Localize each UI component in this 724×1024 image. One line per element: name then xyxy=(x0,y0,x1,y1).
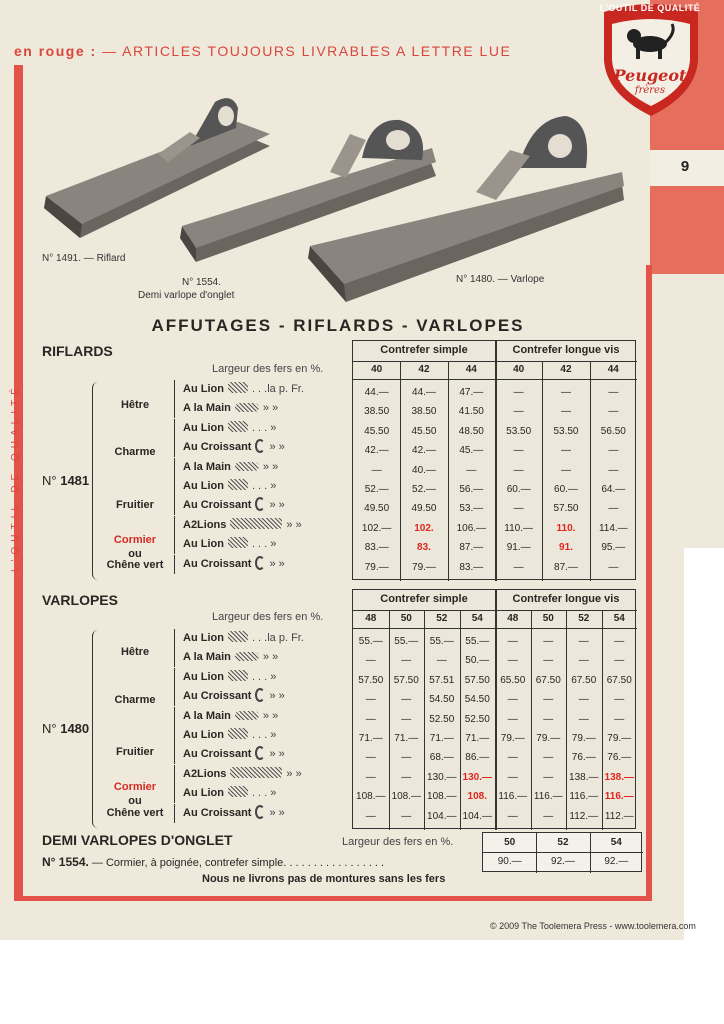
varlopes-price-cell: 71.— xyxy=(465,733,490,744)
riflards-price-cell: 87.— xyxy=(459,542,484,554)
varlopes-price-cell: 112.— xyxy=(604,810,634,822)
varlopes-price-cell: — xyxy=(401,752,412,764)
riflards-number-value: 1481 xyxy=(60,473,90,488)
varlopes-price-cell: 116.— xyxy=(498,791,528,803)
riflards-price-cell: 83.— xyxy=(364,542,389,554)
varlopes-price-cell: — xyxy=(507,694,518,706)
riflards-width-1: 42 xyxy=(418,364,430,375)
riflards-price-cell: — xyxy=(513,406,524,418)
riflards-price-cell: 44.— xyxy=(412,387,436,398)
demi-price-1: 92.— xyxy=(551,856,575,867)
varlopes-row-label-suffix: . . . » xyxy=(251,670,277,683)
riflards-group-fruitier: Fruitier xyxy=(116,499,154,511)
varlopes-price-cell: — xyxy=(365,655,376,667)
riflards-price-cell: 110. xyxy=(556,522,576,534)
varlopes-row-label xyxy=(174,745,344,764)
varlopes-price-cell: — xyxy=(507,655,518,667)
varlopes-price-cell: — xyxy=(614,713,625,725)
riflards-price-cell: 41.50 xyxy=(458,406,484,418)
riflards-price-cell: 57.50 xyxy=(553,503,579,515)
varlopes-row-label-suffix: » » xyxy=(269,690,285,703)
riflards-row-label-suffix: . . . » xyxy=(251,538,277,551)
riflards-price-cell: — xyxy=(608,406,619,418)
varlopes-price-cell: 76.— xyxy=(607,752,632,764)
riflards-row-label-suffix: » » xyxy=(269,499,285,512)
riflards-price-cell: 53.— xyxy=(459,503,484,515)
varlopes-width-4: 48 xyxy=(507,613,519,624)
riflards-price-cell: 48.50 xyxy=(458,425,484,437)
riflards-price-cell: — xyxy=(608,503,619,515)
riflards-row-label xyxy=(174,399,344,418)
riflards-brace xyxy=(92,382,100,580)
varlopes-width-6: 52 xyxy=(578,613,590,624)
availability-note xyxy=(14,43,511,59)
varlopes-row-label-text: A la Main xyxy=(183,651,231,664)
varlopes-price-cell: — xyxy=(436,655,447,667)
varlopes-row-label xyxy=(174,629,344,648)
hand-icon xyxy=(235,711,259,720)
varlopes-price-cell: — xyxy=(401,713,412,725)
riflards-group-hetre: Hêtre xyxy=(120,399,150,411)
riflards-price-cell: — xyxy=(560,406,571,418)
varlopes-row-label-suffix: . . . » xyxy=(251,729,277,741)
varlopes-price-cell: — xyxy=(543,752,554,764)
red-tab-bottom xyxy=(650,186,724,274)
varlopes-row-label-text: Au Croissant xyxy=(183,748,252,761)
varlopes-row-label xyxy=(174,687,344,706)
varlopes-price-cell: — xyxy=(543,713,554,725)
varlopes-price-cell: — xyxy=(578,694,589,706)
riflards-price-cell: 56.— xyxy=(459,484,484,495)
varlopes-group-hetre: Hêtre xyxy=(120,646,150,658)
varlopes-price-cell: 55.— xyxy=(358,636,383,647)
varlopes-price-cell: — xyxy=(401,655,412,667)
riflards-price-cell: — xyxy=(371,464,382,476)
page-cutout xyxy=(684,548,724,940)
varlopes-price-cell: 79.— xyxy=(607,733,632,744)
planes-illustration xyxy=(40,88,640,310)
varlopes-brace xyxy=(92,630,100,828)
riflards-row-label-text: Au Croissant xyxy=(183,557,252,570)
riflards-price-cell: 49.50 xyxy=(411,503,437,515)
riflards-price-cell: — xyxy=(608,561,619,573)
demi-width-2: 54 xyxy=(610,837,622,848)
riflards-row-label-text: Au Lion xyxy=(183,480,224,492)
riflards-row-label-text: Au Lion xyxy=(183,538,224,551)
riflards-price-cell: — xyxy=(513,503,524,515)
varlopes-price-cell: 55.— xyxy=(465,636,490,647)
varlopes-width-label: Largeur des fers en %. xyxy=(212,611,324,623)
varlopes-price-cell: — xyxy=(614,636,625,647)
varlopes-group-cormier: Cormier xyxy=(113,781,157,793)
riflards-row-label-text: A la Main xyxy=(183,402,231,415)
varlopes-price-cell: 71.— xyxy=(429,733,454,744)
riflards-price-cell: 83. xyxy=(417,542,431,554)
riflards-row-label-suffix: . . .la p. Fr. xyxy=(251,383,304,395)
varlopes-width-3: 54 xyxy=(471,613,483,624)
demi-width-1: 52 xyxy=(557,837,569,848)
varlopes-row-label-suffix: . . .la p. Fr. xyxy=(251,632,304,644)
varlopes-width-5: 50 xyxy=(542,613,554,624)
riflards-header-longue: Contrefer longue vis xyxy=(512,344,620,356)
page-number: 9 xyxy=(680,158,690,175)
varlopes-row-label-suffix: » » xyxy=(269,806,285,819)
varlopes-row-label-suffix: » » xyxy=(269,748,285,761)
varlopes-width-0: 48 xyxy=(365,613,377,624)
varlopes-row-label-text: A2Lions xyxy=(183,767,227,780)
varlopes-number-value: 1480 xyxy=(60,721,90,736)
riflards-price-cell: 60.— xyxy=(554,484,578,495)
riflards-price-cell: 52.— xyxy=(364,484,389,495)
varlopes-price-cell: 55.— xyxy=(394,636,419,647)
varlopes-price-cell: 79.— xyxy=(571,733,596,744)
hand-icon xyxy=(235,462,259,471)
riflards-price-cell: 42.— xyxy=(364,445,389,457)
riflards-price-cell: 45.50 xyxy=(411,425,437,437)
varlopes-price-cell: — xyxy=(401,771,412,783)
riflards-group-ou: ou xyxy=(128,548,142,560)
riflards-price-cell: 95.— xyxy=(601,542,626,554)
caption-onglet-number: N° 1554. xyxy=(182,277,222,288)
riflards-price-cell: 87.— xyxy=(554,561,578,573)
varlopes-price-cell: 116.— xyxy=(569,791,599,803)
varlopes-price-cell: 108. xyxy=(467,791,487,803)
riflards-row-label-text: Au Lion xyxy=(183,383,224,395)
varlopes-price-cell: — xyxy=(543,694,554,706)
riflards-number-prefix: N° xyxy=(42,473,57,488)
varlopes-row-label xyxy=(174,648,344,667)
varlopes-row-label-text: Au Lion xyxy=(183,632,224,644)
riflards-price-cell: 44.— xyxy=(364,387,389,398)
hand-icon xyxy=(235,403,259,412)
varlopes-price-cell: — xyxy=(365,810,376,822)
varlopes-price-cell: — xyxy=(614,655,625,667)
varlopes-price-cell: — xyxy=(507,771,518,783)
varlopes-price-cell: — xyxy=(543,655,554,667)
varlopes-price-cell: 86.— xyxy=(465,752,490,764)
riflards-row-label xyxy=(174,438,344,457)
crescent-icon xyxy=(255,497,265,511)
lion-icon xyxy=(228,382,248,393)
copyright: © 2009 The Toolemera Press - www.toolemera.com xyxy=(490,921,696,931)
riflards-row-label-suffix: » » xyxy=(286,518,302,531)
varlopes-group-charme: Charme xyxy=(114,694,156,706)
varlopes-header-longue: Contrefer longue vis xyxy=(512,593,620,605)
varlopes-row-label-suffix: » » xyxy=(262,651,279,664)
varlopes-price-cell: 57.51 xyxy=(429,674,455,686)
varlopes-price-cell: 57.50 xyxy=(393,674,419,686)
varlopes-price-cell: — xyxy=(578,655,589,667)
varlopes-price-cell: 112.— xyxy=(569,810,599,822)
varlopes-row-label-text: Au Lion xyxy=(183,729,224,741)
varlopes-price-cell: 52.50 xyxy=(464,713,490,725)
varlopes-price-cell: 138.— xyxy=(604,771,634,783)
riflards-price-cell: 79.— xyxy=(364,561,389,573)
varlopes-price-cell: 71.— xyxy=(358,733,383,744)
demi-col-divider xyxy=(590,833,591,873)
varlopes-number-prefix: N° xyxy=(42,721,57,736)
varlopes-price-cell: 116.— xyxy=(533,791,563,803)
varlopes-price-cell: 76.— xyxy=(571,752,596,764)
demi-price-0: 90.— xyxy=(497,856,522,867)
varlopes-price-table xyxy=(352,589,636,829)
riflards-row-label-text: Au Croissant xyxy=(183,441,252,454)
riflards-header-simple: Contrefer simple xyxy=(380,344,468,356)
varlopes-width-1: 50 xyxy=(400,613,412,624)
riflards-price-cell: 91. xyxy=(559,542,573,554)
demi-col-divider xyxy=(536,833,537,873)
riflards-price-cell: — xyxy=(560,387,571,398)
demi-width-label: Largeur des fers en %. xyxy=(342,836,454,848)
riflards-price-cell: — xyxy=(560,445,571,457)
varlopes-row-label-text: Au Lion xyxy=(183,787,224,800)
varlopes-price-cell: 71.— xyxy=(394,733,419,744)
riflards-width-3: 40 xyxy=(513,364,525,375)
varlopes-price-cell: 104.— xyxy=(462,810,492,822)
riflards-price-cell: 56.50 xyxy=(600,425,626,437)
varlopes-row-label xyxy=(174,765,344,784)
riflards-row-label xyxy=(174,458,344,477)
crescent-icon xyxy=(255,688,265,702)
riflards-price-cell: 49.50 xyxy=(364,503,390,515)
riflards-price-cell: — xyxy=(513,387,524,398)
riflards-price-cell: 64.— xyxy=(601,484,626,495)
riflards-price-cell: 110.— xyxy=(504,522,534,534)
varlopes-price-cell: — xyxy=(578,636,589,647)
varlopes-price-cell: — xyxy=(507,636,518,647)
varlopes-price-cell: — xyxy=(543,636,554,647)
varlopes-row-label-text: A la Main xyxy=(183,709,231,722)
riflards-price-cell: — xyxy=(560,464,571,476)
riflards-price-cell: 53.50 xyxy=(506,425,532,437)
riflards-price-table xyxy=(352,340,636,580)
varlopes-price-cell: 65.50 xyxy=(500,674,526,686)
riflards-row-label xyxy=(174,477,344,496)
riflards-width-2: 44 xyxy=(465,364,477,375)
riflards-number xyxy=(42,473,89,488)
page-title: AFFUTAGES - RIFLARDS - VARLOPES xyxy=(151,316,525,335)
riflards-price-cell: — xyxy=(608,387,619,398)
riflards-group-charme: Charme xyxy=(114,446,156,458)
riflards-row-label-suffix: . . . » xyxy=(251,480,277,492)
caption-varlope: N° 1480. — Varlope xyxy=(456,274,545,285)
riflards-row-label-text: Au Croissant xyxy=(183,499,252,512)
riflards-price-cell: 91.— xyxy=(506,542,531,554)
lion-icon xyxy=(228,537,248,548)
varlopes-price-cell: — xyxy=(507,713,518,725)
riflards-price-cell: 114.— xyxy=(598,522,628,534)
varlopes-price-cell: — xyxy=(578,713,589,725)
riflards-group-chene: Chêne vert xyxy=(106,559,164,571)
varlopes-title: VARLOPES xyxy=(42,592,118,608)
riflards-row-label-suffix: » » xyxy=(269,557,285,570)
logo-town: frères xyxy=(634,85,666,96)
varlopes-price-cell: 130.— xyxy=(462,771,492,783)
demi-price-2: 92.— xyxy=(604,856,629,867)
riflards-price-cell: 38.50 xyxy=(411,406,437,418)
varlopes-price-cell: 79.— xyxy=(536,733,561,744)
varlopes-price-cell: — xyxy=(365,771,376,783)
varlopes-price-cell: 116.— xyxy=(604,791,634,803)
two-lions-icon xyxy=(230,767,282,778)
varlopes-price-cell: — xyxy=(507,752,518,764)
demi-number: N° 1554. xyxy=(42,855,89,869)
varlopes-number xyxy=(42,721,89,736)
hand-icon xyxy=(235,652,259,661)
varlopes-price-cell: 57.50 xyxy=(358,674,384,686)
varlopes-price-cell: 67.50 xyxy=(571,674,597,686)
varlopes-price-cell: 67.50 xyxy=(535,674,561,686)
riflards-width-5: 44 xyxy=(607,364,619,375)
riflards-row-label-suffix: » » xyxy=(269,441,285,454)
riflards-price-cell: 52.— xyxy=(412,484,436,495)
varlopes-row-label xyxy=(174,784,344,803)
riflards-price-cell: 40.— xyxy=(412,464,436,476)
demi-title: DEMI VARLOPES D'ONGLET xyxy=(42,832,233,848)
varlopes-header-simple: Contrefer simple xyxy=(380,593,468,605)
demi-width-0: 50 xyxy=(504,837,516,848)
varlopes-price-cell: 52.50 xyxy=(429,713,455,725)
riflards-width-label: Largeur des fers en %. xyxy=(212,363,324,375)
varlopes-price-cell: 130.— xyxy=(427,771,457,783)
caption-onglet-name: Demi varlope d'onglet xyxy=(138,290,235,301)
riflards-row-label-suffix: » » xyxy=(262,460,279,473)
riflards-price-cell: 45.— xyxy=(459,445,484,457)
varlopes-price-cell: 108.— xyxy=(391,791,421,803)
riflards-price-cell: — xyxy=(513,464,524,476)
riflards-price-cell: — xyxy=(608,445,619,457)
logo-motto: L'OUTIL DE QUALITÉ xyxy=(599,3,701,13)
varlopes-group-fruitier: Fruitier xyxy=(116,746,154,758)
riflards-price-cell: 102. xyxy=(414,522,434,534)
riflards-group-cormier: Cormier xyxy=(113,534,157,546)
lion-icon xyxy=(228,421,248,432)
riflards-row-label-suffix: . . . » xyxy=(251,421,277,434)
varlopes-price-cell: 57.50 xyxy=(464,674,490,686)
riflards-width-4: 42 xyxy=(560,364,572,375)
riflards-price-cell: 60.— xyxy=(506,484,531,495)
availability-text: — ARTICLES TOUJOURS LIVRABLES A LETTRE LUE xyxy=(102,43,512,59)
lion-icon xyxy=(228,479,248,490)
logo-brand: Peugeot xyxy=(613,66,687,85)
varlopes-row-label xyxy=(174,726,344,745)
varlopes-price-cell: 108.— xyxy=(427,791,457,803)
varlopes-row-label-suffix: . . . » xyxy=(251,787,277,800)
riflards-row-label-text: A2Lions xyxy=(183,518,227,531)
riflards-row-label xyxy=(174,496,344,515)
varlopes-price-cell: — xyxy=(365,752,376,764)
varlopes-row-label-text: Au Croissant xyxy=(183,690,252,703)
crescent-icon xyxy=(255,805,265,819)
varlopes-price-cell: 108.— xyxy=(356,791,386,803)
riflards-price-cell: 47.— xyxy=(459,387,484,398)
riflards-row-label xyxy=(174,555,344,574)
varlopes-row-label-suffix: » » xyxy=(286,767,302,780)
varlopes-row-label-text: Au Lion xyxy=(183,670,224,683)
varlopes-price-cell: 50.— xyxy=(465,655,490,667)
varlopes-row-label xyxy=(174,804,344,823)
riflards-price-cell: 79.— xyxy=(412,561,436,573)
riflards-row-label xyxy=(174,419,344,438)
riflards-price-cell: — xyxy=(608,464,619,476)
riflards-price-cell: — xyxy=(513,561,524,573)
lion-icon xyxy=(228,728,248,739)
varlopes-group-chene: Chêne vert xyxy=(106,807,164,819)
riflards-price-cell: 53.50 xyxy=(553,425,579,437)
crescent-icon xyxy=(255,439,265,453)
varlopes-price-cell: — xyxy=(543,810,554,822)
varlopes-price-cell: — xyxy=(507,810,518,822)
varlopes-row-label-suffix: » » xyxy=(262,709,279,722)
varlopes-price-cell: — xyxy=(365,713,376,725)
varlopes-price-cell: — xyxy=(614,694,625,706)
varlopes-row-label-text: Au Croissant xyxy=(183,806,252,819)
riflards-price-cell: 102.— xyxy=(361,522,392,534)
varlopes-price-cell: 55.— xyxy=(429,636,454,647)
riflards-title: RIFLARDS xyxy=(42,343,113,359)
side-vertical-text: L'OUTIL DE QUALITÉ xyxy=(10,383,21,572)
right-red-border xyxy=(646,265,652,897)
crescent-icon xyxy=(255,556,265,570)
varlopes-price-cell: 138.— xyxy=(569,771,599,783)
lion-icon xyxy=(228,631,248,642)
riflards-width-0: 40 xyxy=(371,364,383,375)
varlopes-width-2: 52 xyxy=(436,613,448,624)
varlopes-width-7: 54 xyxy=(613,613,625,624)
riflards-row-label-text: Au Lion xyxy=(183,421,224,434)
varlopes-price-cell: 79.— xyxy=(500,733,525,744)
varlopes-price-cell: 54.50 xyxy=(464,694,490,706)
varlopes-price-cell: 68.— xyxy=(429,752,454,764)
varlopes-price-cell: 104.— xyxy=(427,810,457,822)
varlopes-price-cell: 67.50 xyxy=(606,674,632,686)
lion-icon xyxy=(228,786,248,797)
caption-riflard: N° 1491. — Riflard xyxy=(42,253,126,264)
varlopes-price-cell: — xyxy=(543,771,554,783)
riflards-row-label xyxy=(174,535,344,554)
riflards-price-cell: — xyxy=(513,445,524,457)
demi-note: Nous ne livrons pas de montures sans les fers xyxy=(202,873,446,885)
varlopes-row-label xyxy=(174,707,344,726)
crescent-icon xyxy=(255,746,265,760)
riflards-row-label-text: A la Main xyxy=(183,460,231,473)
riflards-price-cell: 45.50 xyxy=(364,425,390,437)
riflards-price-cell: 106.— xyxy=(456,522,487,534)
riflards-price-cell: 83.— xyxy=(459,561,484,573)
riflards-price-cell: — xyxy=(466,464,477,476)
varlopes-price-cell: — xyxy=(401,810,412,822)
riflards-price-cell: 42.— xyxy=(412,445,436,457)
riflards-row-label-suffix: » » xyxy=(262,402,279,415)
riflards-row-label xyxy=(174,380,344,399)
varlopes-price-cell: — xyxy=(401,694,412,706)
demi-text: — Cormier, à poignée, contrefer simple. . . . . . . . . . . . . . . . . xyxy=(91,857,385,869)
riflards-row-label xyxy=(174,516,344,535)
availability-prefix: en rouge : xyxy=(14,43,97,59)
demi-description xyxy=(42,855,384,869)
varlopes-price-cell: 54.50 xyxy=(429,694,455,706)
bottom-red-border xyxy=(14,896,652,901)
varlopes-row-label xyxy=(174,668,344,687)
varlopes-price-cell: — xyxy=(365,694,376,706)
lion-icon xyxy=(228,670,248,681)
demi-price-table xyxy=(482,832,642,872)
two-lions-icon xyxy=(230,518,282,529)
riflards-price-cell: 38.50 xyxy=(364,406,390,418)
varlopes-group-ou: ou xyxy=(128,795,142,807)
